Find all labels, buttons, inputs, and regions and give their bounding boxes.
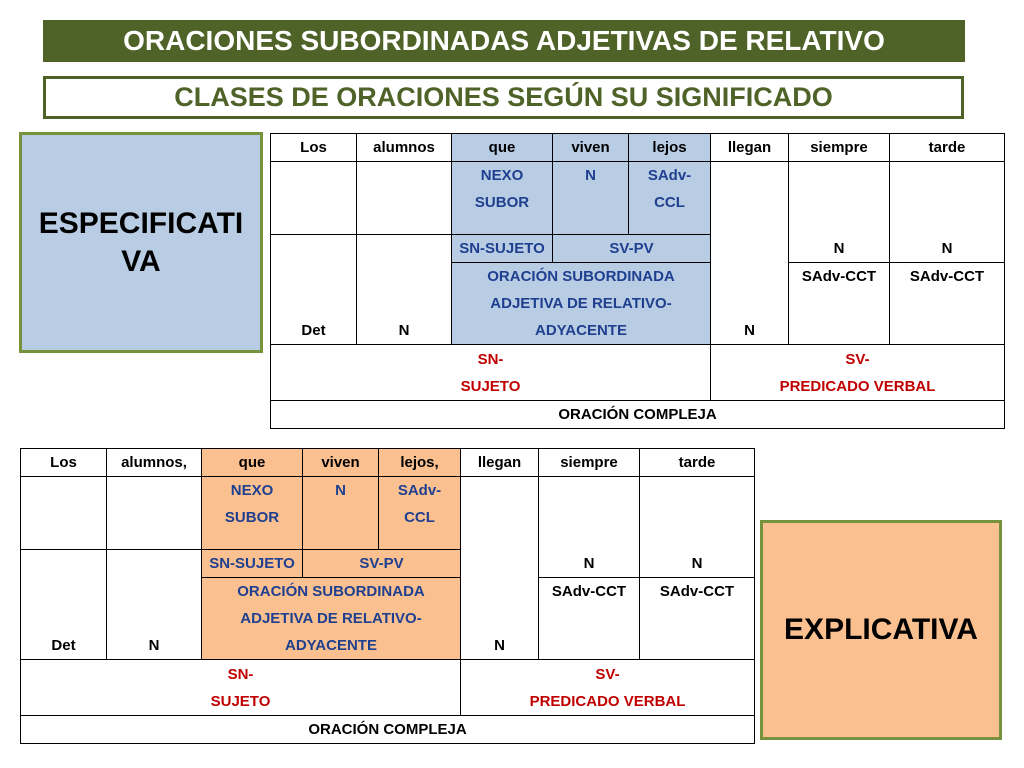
llegan-n-cell: N (711, 162, 789, 345)
oracion-compleja-cell: ORACIÓN COMPLEJA (271, 401, 1005, 429)
sn-sujeto-cell (21, 660, 461, 716)
det-cell: Det (21, 550, 107, 660)
sv-line2: PREDICADO VERBAL (529, 692, 686, 710)
det-cell: Det (271, 235, 357, 345)
word-que: que (452, 134, 553, 162)
llegan-n-cell: N (461, 477, 539, 660)
oracion-subordinada-cell (202, 578, 461, 660)
subor-label: SUBOR (474, 194, 530, 211)
empty-cell (357, 162, 452, 235)
sv-line1: SV- (845, 350, 870, 368)
sadv-cct-cell: SAdv-CCT (539, 578, 640, 660)
viven-n-cell: N (553, 162, 629, 235)
sadv-cct-cell: SAdv-CCT (640, 578, 755, 660)
sn-sujeto-sub-cell: SN-SUJETO (452, 235, 553, 263)
word-que: que (202, 449, 303, 477)
header-row (21, 449, 755, 477)
word-lejos: lejos, (379, 449, 461, 477)
sadv-label: SAdv- (647, 167, 692, 184)
word-tarde: tarde (890, 134, 1005, 162)
viven-n-cell: N (303, 477, 379, 550)
ccl-label: CCL (654, 194, 685, 211)
siempre-n-cell: N (789, 162, 890, 263)
siempre-n-cell: N (539, 477, 640, 578)
nexo-subor-cell (452, 162, 553, 235)
oracion-sub-line2: ADJETIVA DE RELATIVO- (240, 610, 422, 627)
sn-line2: SUJETO (460, 377, 521, 395)
sn-line2: SUJETO (210, 692, 271, 710)
tarde-n-cell: N (890, 162, 1005, 263)
sv-predicado-cell (711, 345, 1005, 401)
word-llegan: llegan (461, 449, 539, 477)
oracion-sub-line2: ADJETIVA DE RELATIVO- (490, 295, 672, 312)
sv-line1: SV- (595, 665, 620, 683)
empty-cell (271, 162, 357, 235)
word-viven: viven (553, 134, 629, 162)
sv-predicado-cell (461, 660, 755, 716)
nexo-label: NEXO (480, 167, 524, 184)
alumnos-n-cell: N (357, 235, 452, 345)
oracion-compleja-cell: ORACIÓN COMPLEJA (21, 716, 755, 744)
empty-cell (107, 477, 202, 550)
oracion-sub-line3: ADYACENTE (535, 322, 627, 339)
nexo-label: NEXO (230, 482, 274, 499)
sn-line1: SN- (477, 350, 504, 368)
empty-cell (21, 477, 107, 550)
explicativa-analysis-table (20, 448, 755, 744)
word-llegan: llegan (711, 134, 789, 162)
subor-label: SUBOR (224, 509, 280, 526)
oracion-subordinada-cell (452, 263, 711, 345)
slide-subtitle: CLASES DE ORACIONES SEGÚN SU SIGNIFICADO (43, 76, 964, 119)
especificativa-label: ESPECIFICATIVA (38, 206, 244, 278)
oracion-sub-line3: ADYACENTE (285, 637, 377, 654)
explicativa-label-box (760, 520, 1002, 740)
especificativa-analysis-table (270, 133, 1005, 429)
sn-sujeto-cell (271, 345, 711, 401)
sadv-cct-cell: SAdv-CCT (789, 263, 890, 345)
sadv-ccl-cell (629, 162, 711, 235)
especificativa-label-box (19, 132, 263, 353)
sadv-label: SAdv- (397, 482, 442, 499)
word-viven: viven (303, 449, 379, 477)
tarde-n-cell: N (640, 477, 755, 578)
word-tarde: tarde (640, 449, 755, 477)
sv-pv-sub-cell: SV-PV (553, 235, 711, 263)
sv-line2: PREDICADO VERBAL (779, 377, 936, 395)
alumnos-n-cell: N (107, 550, 202, 660)
word-siempre: siempre (789, 134, 890, 162)
sv-pv-sub-cell: SV-PV (303, 550, 461, 578)
word-siempre: siempre (539, 449, 640, 477)
word-lejos: lejos (629, 134, 711, 162)
word-alumnos: alumnos (357, 134, 452, 162)
sn-line1: SN- (227, 665, 254, 683)
sadv-cct-cell: SAdv-CCT (890, 263, 1005, 345)
oracion-sub-line1: ORACIÓN SUBORDINADA (487, 268, 675, 285)
sadv-ccl-cell (379, 477, 461, 550)
nexo-subor-cell (202, 477, 303, 550)
slide-title: ORACIONES SUBORDINADAS ADJETIVAS DE RELATIVO (43, 20, 965, 62)
word-alumnos: alumnos, (107, 449, 202, 477)
ccl-label: CCL (404, 509, 435, 526)
sn-sujeto-sub-cell: SN-SUJETO (202, 550, 303, 578)
word-los: Los (271, 134, 357, 162)
explicativa-label: EXPLICATIVA (784, 613, 978, 646)
oracion-sub-line1: ORACIÓN SUBORDINADA (237, 583, 425, 600)
word-los: Los (21, 449, 107, 477)
header-row (271, 134, 1005, 162)
